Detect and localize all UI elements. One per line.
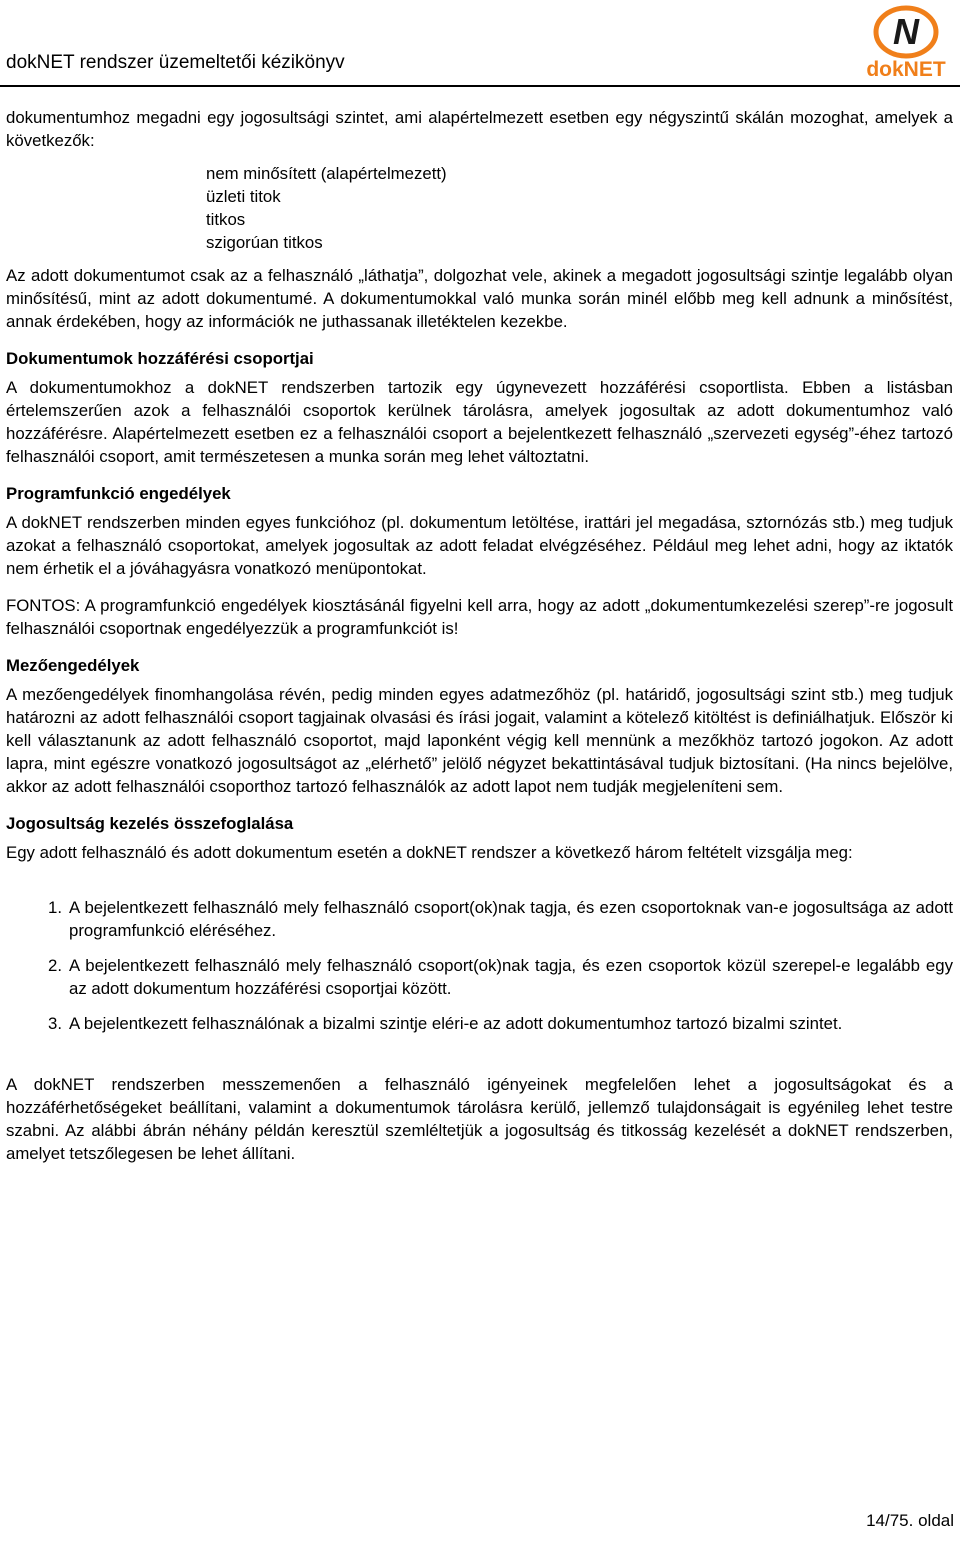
function-permissions-paragraph: A dokNET rendszerben minden egyes funkcióhoz (pl. dokumentum letöltése, irattári jel megadása, sztornózás stb.) meg tudjuk azokat a felhasználó csoportokat, amelyek jogosultak az adott feladat elvégzéséhez. Például meg lehet adni, hogy az iktatók nem érhetik el a jóváhagyásra vonatkozó menüpontokat.: [6, 513, 953, 578]
access-groups-paragraph: A dokumentumokhoz a dokNET rendszerben tartozik egy úgynevezett hozzáférési csoportlista. Ebben a listásban értelemszerűen azok a felhasználói csoportok kerülnek tárolásra, amelyek jogosultak az adott dokumentumhoz való hozzáférésre. Alapértelmezett esetben ez a felhasználói csoport a bejelentkezett felhasználó „szervezeti egység”-éhez tartozó felhasználói csoport, amit természetesen a munka során meg lehet változtatni.: [6, 378, 953, 466]
important-note: FONTOS: A programfunkció engedélyek kiosztásánál figyelni kell arra, hogy az adott „dokumentumkezelési szerep”-re jogosult felhasználói csoportnak engedélyezzük a programfunkciót is!: [6, 596, 953, 638]
page-header: [0, 0, 960, 88]
conditions-list: [6, 896, 953, 1035]
page-body: [6, 106, 953, 1165]
condition-item: [6, 954, 953, 1000]
logo-letter: N: [893, 11, 919, 52]
summary-paragraph: Egy adott felhasználó és adott dokumentum esetén a dokNET rendszer a következő három feltételt vizsgálja meg:: [6, 843, 853, 862]
header-divider: [0, 85, 960, 87]
level-item: titkos: [206, 210, 246, 229]
condition-text: A bejelentkezett felhasználó mely felhasználó csoport(ok)nak tagja, és ezen csoportoknak van-e jogosultsága az adott programfunkció eléréséhez.: [69, 898, 953, 940]
field-permissions-paragraph: A mezőengedélyek finomhangolása révén, pedig minden egyes adatmezőhöz (pl. határidő, jogosultsági szint stb.) meg tudjuk határozni az adott felhasználói csoport tagjainak olvasási és írási jogait, valamint a kötelező kitöltést is definiálhatjuk. Először ki kell választanunk az adott felhasználó csoportot, majd laponként végig kell mennünk a mezőkhöz tartozó jogokon. Az adott lapra, mint egészre vonatkozó jogosultságot az „elérhető” jelölő négyzet bekattintásával tudjuk biztosítani. (Ha nincs bejelölve, akkor az adott felhasználói csoporthoz tartozó felhasználók az adott lapot nem tudják megjeleníteni sem.: [6, 685, 953, 796]
heading-field-permissions: Mezőengedélyek: [6, 656, 140, 675]
condition-item: [6, 896, 953, 942]
heading-access-groups: Dokumentumok hozzáférési csoportjai: [6, 349, 314, 368]
condition-text: A bejelentkezett felhasználónak a bizalmi szintje eléri-e az adott dokumentumhoz tartozó bizalmi szintet.: [69, 1014, 843, 1033]
heading-function-permissions: Programfunkció engedélyek: [6, 484, 231, 503]
doknet-logo: [856, 4, 956, 80]
document-title: dokNET rendszer üzemeltetői kézikönyv: [6, 52, 345, 73]
condition-number: 1.: [48, 898, 62, 917]
closing-paragraph: A dokNET rendszerben messzemenően a felhasználó igényeinek megfelelően lehet a jogosultságokat és a hozzáférhetőségeket beállítani, valamint a dokumentumok tárolásra kerülő, jellemző tulajdonságait is egyénileg lehet testre szabni. Az alábbi ábrán néhány példán keresztül szemléltetjük a jogosultság és titkosság kezelését a dokNET rendszerben, amelyet tetszőlegesen be lehet állítani.: [6, 1075, 953, 1163]
condition-number: 3.: [48, 1014, 62, 1033]
intro-paragraph: dokumentumhoz megadni egy jogosultsági szintet, ami alapértelmezett esetben egy négyszintű skálán mozoghat, amelyek a következők:: [6, 108, 953, 150]
level-item: nem minősített (alapértelmezett): [206, 164, 447, 183]
visibility-paragraph: Az adott dokumentumot csak az a felhasználó „láthatja”, dolgozhat vele, akinek a megadott jogosultsági szintje legalább olyan minősítésű, mint az adott dokumentumé. A dokumentumokkal való munka során minél előbb meg kell adnunk a minősítést, annak érdekében, hogy az információk ne juthassanak illetéktelen kezekbe.: [6, 266, 953, 331]
page-number: 14/75. oldal: [866, 1511, 954, 1530]
condition-item: [6, 1012, 953, 1035]
condition-text: A bejelentkezett felhasználó mely felhasználó csoport(ok)nak tagja, és ezen csoportok közül szerepel-e legalább egy az adott dokumentum hozzáférési csoportjai között.: [69, 956, 953, 998]
condition-number: 2.: [48, 956, 62, 975]
logo-wordmark: dokNET: [866, 58, 946, 80]
level-item: szigorúan titkos: [206, 233, 323, 252]
heading-summary: Jogosultság kezelés összefoglalása: [6, 814, 294, 833]
classification-levels: [206, 162, 953, 254]
level-item: üzleti titok: [206, 187, 281, 206]
